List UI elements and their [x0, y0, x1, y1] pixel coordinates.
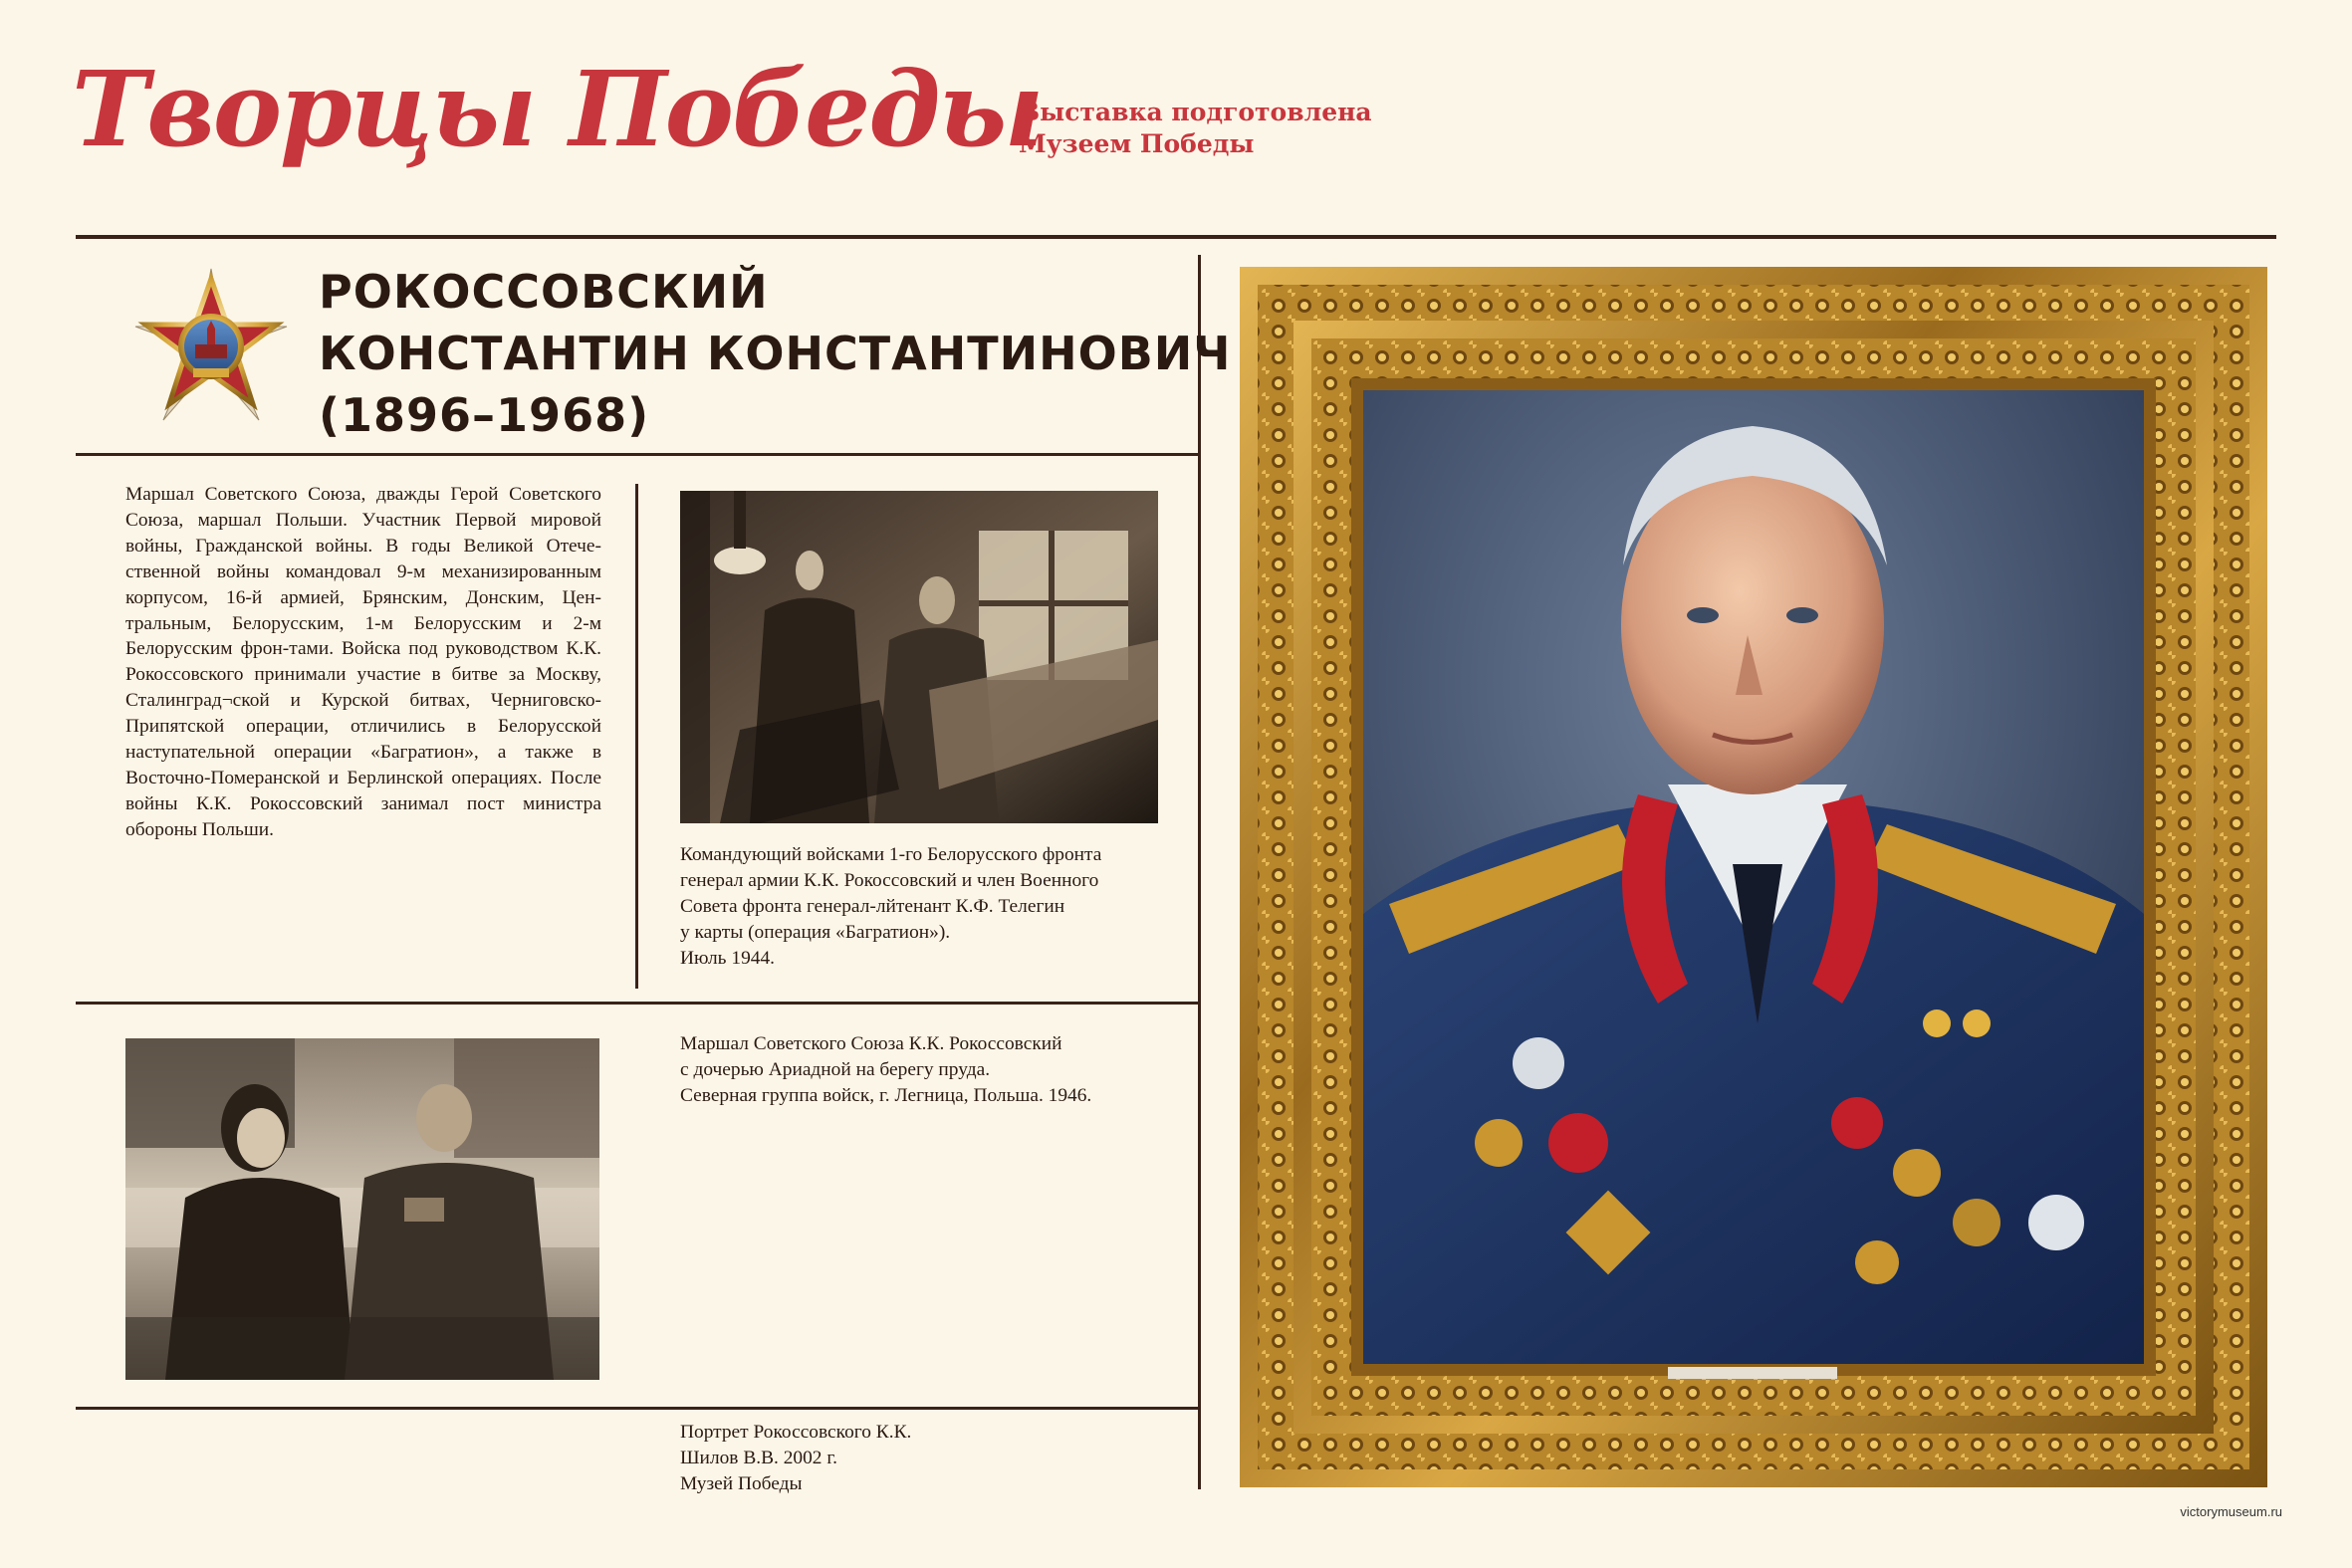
exhibition-title: Творцы Победы: [72, 48, 1043, 170]
middle-rule: [76, 1002, 1198, 1005]
map-room-photo: [680, 491, 1158, 823]
order-of-victory-emblem: [127, 265, 295, 432]
map-room-photo-caption: Командующий войсками 1-го Белорусского фронта генерал армии К.К. Рокоссовский и член Военного Совета фронта генерал-лйтенант К.Ф. Телегин у карты (операция «Багратион»). Июль 1944.: [680, 844, 1102, 969]
framed-portrait: [1240, 267, 2267, 1487]
portrait-caption: Портрет Рокоссовского К.К. Шилов В.В. 2002 г. Музей Победы: [680, 1422, 912, 1494]
column-divider: [635, 484, 638, 989]
bottom-rule: [76, 1407, 1198, 1410]
header-rule: [76, 235, 2276, 239]
name-rule: [76, 453, 1198, 456]
organizer-line-2: Музеем Победы: [1019, 129, 1255, 158]
person-surname: РОКОССОВСКИЙ: [319, 265, 769, 319]
website-link[interactable]: victorymuseum.ru: [2180, 1504, 2282, 1519]
organizer-line-1: Выставка подготовлена: [1019, 98, 1372, 126]
person-given-names: КОНСТАНТИН КОНСТАНТИНОВИЧ: [319, 327, 1232, 380]
person-life-years: (1896–1968): [319, 388, 650, 442]
person-name-block: [319, 261, 1231, 446]
daughter-photo-caption: Маршал Советского Союза К.К. Рокоссовский с дочерью Ариадной на берегу пруда. Северная группа войск, г. Легница, Польша. 1946.: [680, 1033, 1092, 1106]
biography-text: Маршал Советского Союза, дважды Герой Советского Союза, маршал Польши. Участник Первой мировой войны, Гражданской войны. В годы Великой Отече-ственной войны командовал 9-м механизированным корпусом, 16-й армией, Брянским, Донским, Цен-тральным, Белорусским, 1-м Белорусским и 2-м Белорусским фрон-тами. Войска под руководством К.К. Рокоссовского принимали участие в битве за Москву, Сталинград¬ской и Курской битвах, Черниговско-Припятской операции, отличились в Белорусской наступательной операции «Багратион», а также в Восточно-Померанской и Берлинской операциях. После войны К.К. Рокоссовский занимал пост министра обороны Польши.: [125, 484, 601, 840]
daughter-photo: [125, 1038, 599, 1380]
